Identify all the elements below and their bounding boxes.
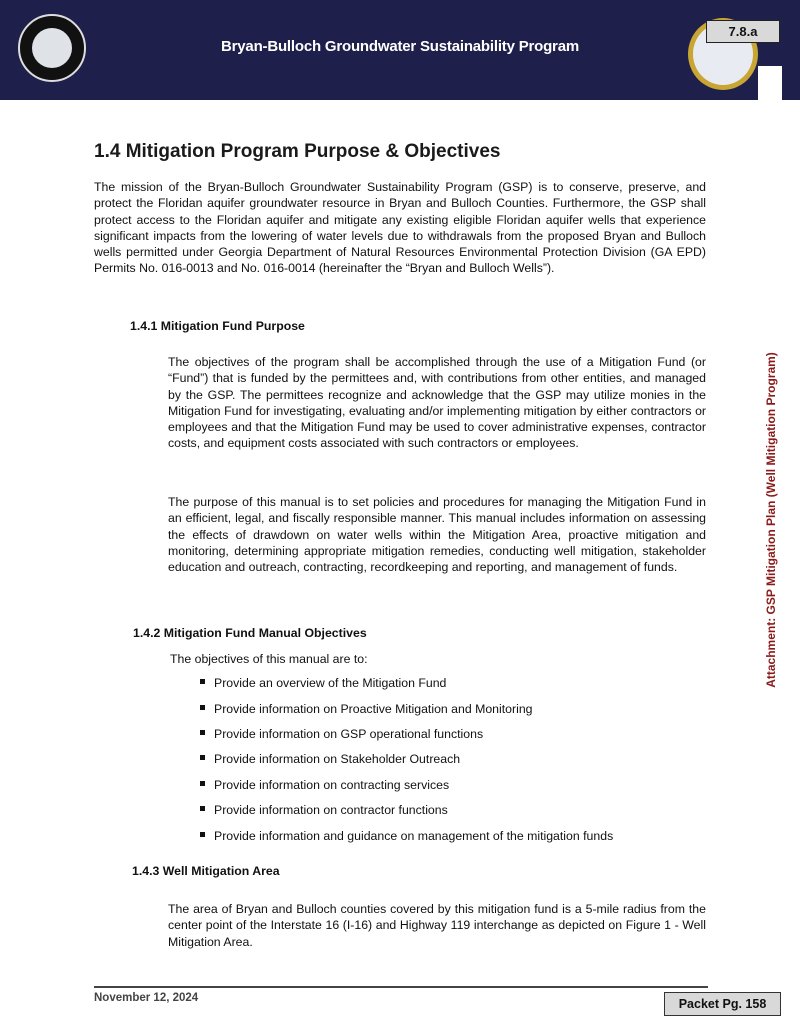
list-item: Provide information and guidance on management of the mitigation funds	[200, 829, 613, 843]
objectives-lead: The objectives of this manual are to:	[170, 652, 368, 666]
subsection-heading-1-4-3: 1.4.3 Well Mitigation Area	[132, 864, 280, 878]
list-item: Provide information on contracting services	[200, 778, 449, 792]
list-item: Provide information on contractor functions	[200, 803, 448, 817]
header-notch	[758, 66, 782, 100]
list-item: Provide information on Proactive Mitigation and Monitoring	[200, 702, 533, 716]
footer-date: November 12, 2024	[94, 992, 199, 1004]
agenda-item-badge: 7.8.a	[706, 20, 780, 43]
mitigation-area-paragraph: The area of Bryan and Bulloch counties covered by this mitigation fund is a 5-mile radius from the center point of the Interstate 16 (I-16) and Highway 119 interchange as depicted on Figure 1 - Well Mitigation Area.	[168, 902, 706, 949]
list-item: Provide information on GSP operational functions	[200, 727, 483, 741]
header-title: Bryan-Bulloch Groundwater Sustainability Program	[221, 38, 579, 55]
header-bar	[0, 0, 800, 100]
subsection-heading-1-4-2: 1.4.2 Mitigation Fund Manual Objectives	[133, 626, 367, 640]
footer-divider	[94, 986, 708, 988]
fund-purpose-paragraph-1: The objectives of the program shall be accomplished through the use of a Mitigation Fund (or “Fund”) that is funded by the permittees and, with contributions from other entities, and managed by the GSP. The permittees recognize and acknowledge that the GSP may utilize monies in the Mitigation Fund for investigating, evaluating and/or implementing mitigation by either contractors or employees and that the Mitigation Fund may be used to cover administrative expenses, contractor costs, and equipment costs associated with such contractors or employees.	[168, 355, 706, 451]
packet-page-badge: Packet Pg. 158	[664, 992, 781, 1016]
section-title: 1.4 Mitigation Program Purpose & Objectives	[94, 141, 501, 162]
list-item: Provide information on Stakeholder Outreach	[200, 752, 460, 766]
attachment-sidebar-label: Attachment: GSP Mitigation Plan (Well Mitigation Program)	[764, 352, 778, 688]
subsection-heading-1-4-1: 1.4.1 Mitigation Fund Purpose	[130, 319, 305, 333]
intro-paragraph: The mission of the Bryan-Bulloch Groundwater Sustainability Program (GSP) is to conserve, preserve, and protect the Floridan aquifer groundwater resource in Bryan and Bulloch Counties. Furthermore, the GSP shall protect access to the Floridan aquifer and mitigate any existing eligible Floridan aquifer wells that experience significant impacts from the lowering of water levels due to withdrawals from the proposed Bryan and Bulloch wells permitted under Georgia Department of Natural Resources Environmental Protection Division (GA EPD) Permits No. 016-0013 and No. 016-0014 (hereinafter the “Bryan and Bulloch Wells”).	[94, 180, 706, 276]
fund-purpose-paragraph-2: The purpose of this manual is to set policies and procedures for managing the Mitigation Fund in an efficient, legal, and fiscally responsible manner. This manual includes information on assessing the effects of drawdown on water wells within the Mitigation Area, proactive mitigation and monitoring, determining appropriate mitigation remedies, conducting well mitigation, stakeholder education and outreach, contracting, recordkeeping and reporting, and management of funds.	[168, 495, 706, 575]
list-item: Provide an overview of the Mitigation Fund	[200, 676, 446, 690]
